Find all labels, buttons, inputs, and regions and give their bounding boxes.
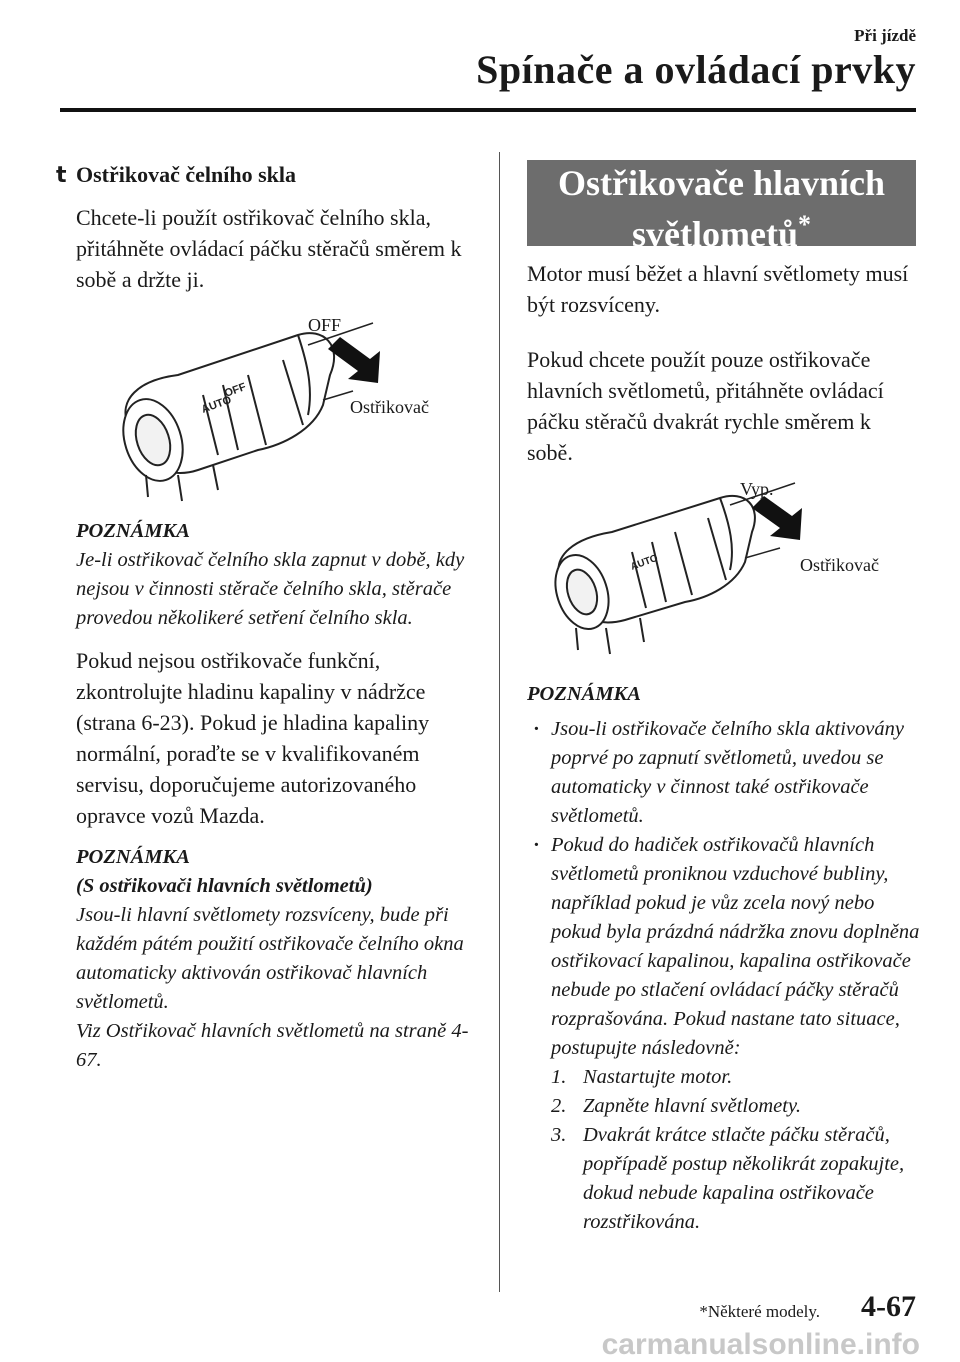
- list-item: · Jsou-li ostřikovače čelního skla aktivovány poprvé po zapnutí světlometů, uvedou se automaticky v činnost také ostřikovače světlometů.: [527, 715, 922, 831]
- banner-line-2: světlometů: [632, 214, 798, 254]
- page-number: 4-67: [861, 1290, 916, 1323]
- header-chapter: Spínače a ovládací prvky: [476, 47, 916, 92]
- figure-label-off: OFF: [308, 315, 342, 335]
- figure-off-mark: OFF: [222, 381, 248, 400]
- step-text: Dvakrát krátce stlačte páčku stěračů, popřípadě postup několikrát zopakujte, dokud nebude kapalina ostřikovače rozstřikována.: [583, 1124, 905, 1233]
- note-bullets: [527, 715, 922, 1063]
- note-title: POZNÁMKA: [76, 520, 190, 542]
- note-text: Jsou-li hlavní světlomety rozsvíceny, bude při každém pátém použití ostřikovače čelního okna automaticky aktivován ostřikovač hlavních světlometů.: [76, 904, 464, 1013]
- intro-paragraph: Chcete-li použít ostřikovač čelního skla, přitáhněte ovládací páčku stěračů směrem k sobě a držte ji.: [76, 205, 462, 292]
- wiper-lever-figure: [108, 305, 488, 505]
- column-divider: [499, 152, 500, 1292]
- step-item: [551, 1121, 922, 1237]
- note-text: Je-li ostřikovač čelního skla zapnut v době, kdy nejsou v činnosti stěrače čelního skla, stěrače provedou několikeré setření čelního skla.: [76, 549, 465, 629]
- banner-asterisk: *: [797, 210, 811, 239]
- section-heading-text: Ostřikovač čelního skla: [76, 162, 297, 187]
- watermark: carmanualsonline.info: [601, 1328, 920, 1361]
- step-text: Zapněte hlavní světlomety.: [583, 1095, 802, 1117]
- list-item: · Pokud do hadiček ostřikovačů hlavních světlometů proniknou vzduchové bubliny, například pokud je vůz zcela nový nebo pokud byla prázdná nádržka znovu doplněna ostřikovací kapalinou, kapalina ostřikovače nebude po stlačení ovládací páčky stěračů rozprašována. Pokud nastane tato situace, postupujte následovně:: [527, 831, 922, 1063]
- step-number: 3.: [551, 1124, 567, 1146]
- step-number: 2.: [551, 1095, 567, 1117]
- paragraph: Pokud chcete použít pouze ostřikovače hlavních světlometů, přitáhněte ovládací páčku stěračů dvakrát rychle směrem k sobě.: [527, 347, 884, 465]
- note-reference: Viz Ostřikovač hlavních světlometů na straně 4-67.: [76, 1020, 469, 1071]
- note-title: POZNÁMKA: [76, 846, 190, 868]
- paragraph: Pokud nejsou ostřikovače funkční, zkontrolujte hladinu kapaliny v nádržce (strana 6-23). Pokud je hladina kapaliny normální, poraďte se v kvalifikovaném servisu, doporučujeme autorizovaného opravce vozů Mazda.: [76, 648, 430, 828]
- figure-auto-mark: AUTO: [629, 552, 660, 573]
- section-marker: t: [56, 163, 67, 188]
- left-notes-block: [76, 517, 476, 1075]
- paragraph: Motor musí běžet a hlavní světlomety musí být rozsvíceny.: [527, 261, 909, 317]
- figure-auto-mark: AUTO: [199, 393, 234, 416]
- header-rule: [60, 108, 916, 112]
- step-item: [551, 1063, 922, 1092]
- note-title: POZNÁMKA: [527, 683, 641, 705]
- header-section: Při jízdě: [854, 26, 916, 45]
- section-banner: [527, 160, 916, 254]
- right-notes-block: [527, 680, 922, 1237]
- left-intro-block: [56, 162, 476, 295]
- step-number: 1.: [551, 1066, 567, 1088]
- figure-label-off: Vyp.: [740, 479, 774, 499]
- step-text: Nastartujte motor.: [583, 1066, 733, 1088]
- note-subtitle: (S ostřikovači hlavních světlometů): [76, 875, 373, 897]
- banner-line-1: Ostřikovače hlavních: [557, 163, 885, 203]
- steps-list: [551, 1063, 922, 1237]
- figure-label-washer: Ostřikovač: [350, 397, 429, 417]
- step-item: [551, 1092, 922, 1121]
- right-intro-block: [527, 258, 922, 468]
- footer-note: *Některé modely.: [699, 1302, 820, 1321]
- section-heading: [56, 162, 476, 188]
- banner-line-2-wrap: [527, 204, 916, 255]
- figure-label-washer: Ostřikovač: [800, 555, 879, 575]
